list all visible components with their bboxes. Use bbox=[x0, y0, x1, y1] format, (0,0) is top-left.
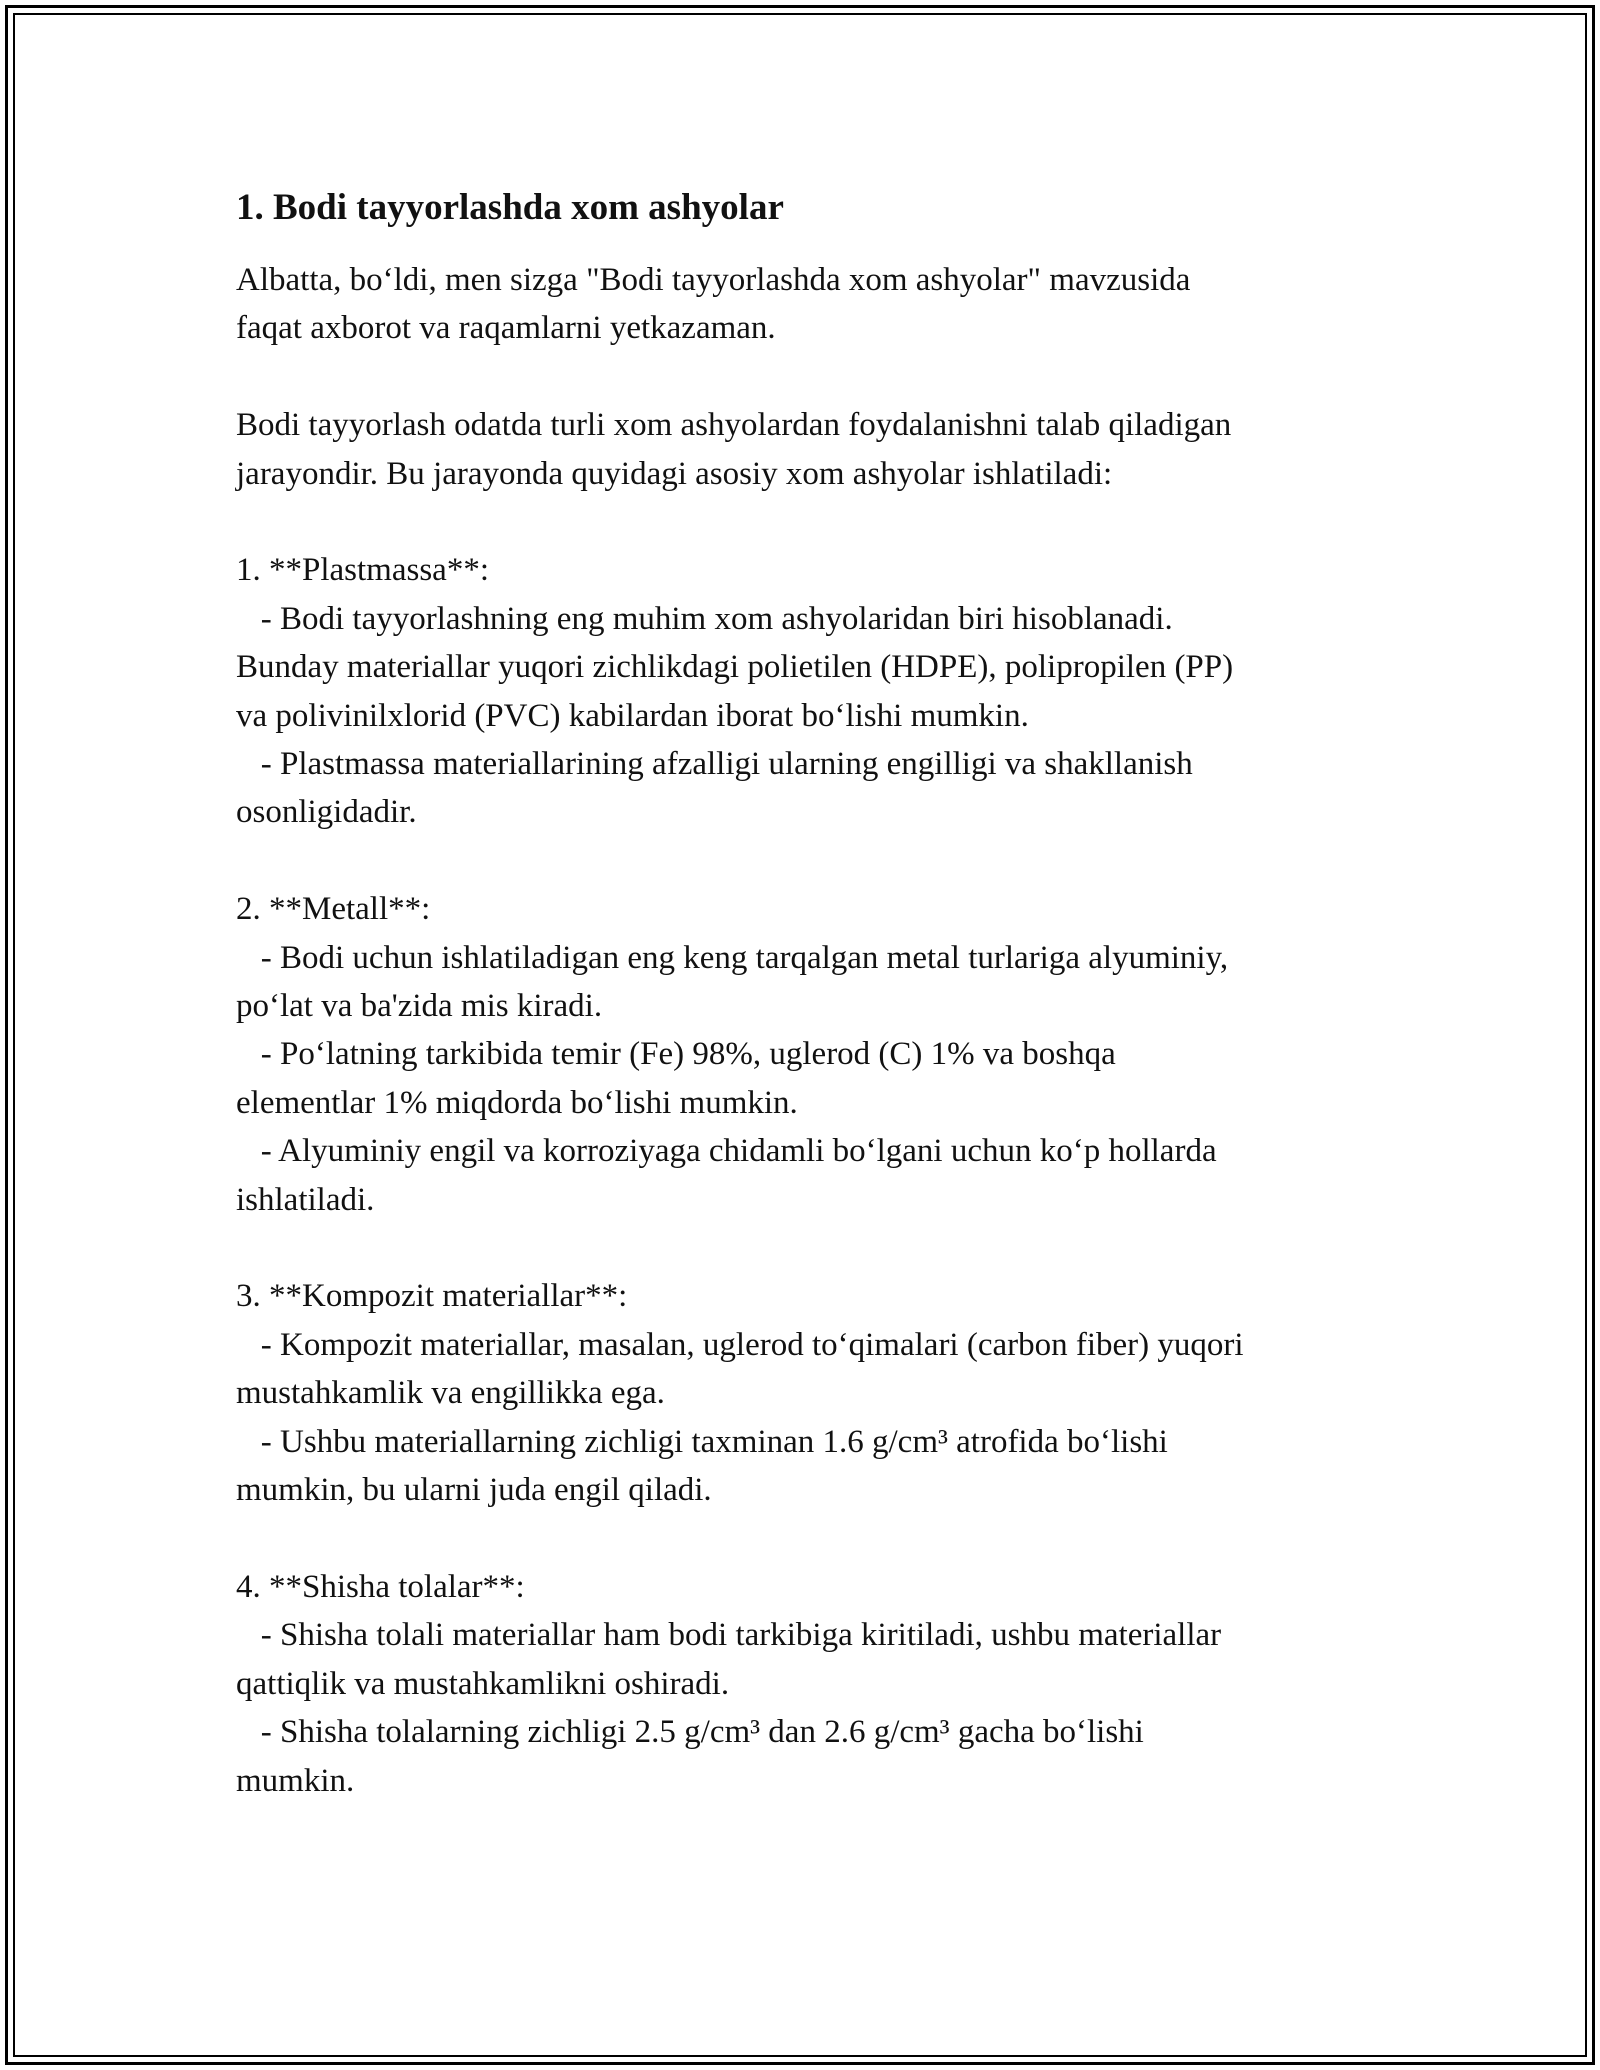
section-shisha-tolalar: 4. **Shisha tolalar**: - Shisha tolali materiallar ham bodi tarkibiga kiritiladi, ushbu materiallar qattiqlik va mustahkamlikni oshiradi. - Shisha tolalarning zichligi 2.5 g/cm³ dan 2.6 g/cm³ gacha bo‘lishi mumkin. bbox=[236, 1568, 1222, 1799]
section-metall: 2. **Metall**: - Bodi uchun ishlatiladigan eng keng tarqalgan metal turlariga alyuminiy, po‘lat va ba'zida mis kiradi. - Po‘latning tarkibida temir (Fe) 98%, uglerod (C) 1% va boshqa elementlar 1% miqdorda bo‘lishi mumkin. - Alyuminiy engil va korroziyaga chidamli bo‘lgani uchun ko‘p hollarda ishlatiladi. bbox=[236, 891, 1229, 1218]
paragraph-gap bbox=[236, 498, 1386, 546]
document-body bbox=[236, 186, 1386, 1805]
section-plastmassa: 1. **Plastmassa**: - Bodi tayyorlashning eng muhim xom ashyolaridan biri hisoblanadi. Bunday materiallar yuqori zichlikdagi polietilen (HDPE), polipropilen (PP) va polivinilxlorid (PVC) kabilardan iborat bo‘lishi mumkin. - Plastmassa materiallarining afzalligi ularning engilligi va shakllanish osonligidadir. bbox=[236, 552, 1234, 831]
paragraph-gap bbox=[236, 1515, 1386, 1563]
overview-paragraph: Bodi tayyorlash odatda turli xom ashyolardan foydalanishni talab qiladigan jarayondir. Bu jarayonda quyidagi asosiy xom ashyolar ishlatiladi: bbox=[236, 407, 1232, 492]
paragraph-gap bbox=[236, 837, 1386, 885]
paragraph-gap bbox=[236, 1224, 1386, 1272]
document-title: 1. Bodi tayyorlashda xom ashyolar bbox=[236, 187, 784, 228]
section-kompozit: 3. **Kompozit materiallar**: - Kompozit materiallar, masalan, uglerod to‘qimalari (carbon fiber) yuqori mustahkamlik va engillikka ega. - Ushbu materiallarning zichligi taxminan 1.6 g/cm³ atrofida bo‘lishi mumkin, bu ularni juda engil qiladi. bbox=[236, 1278, 1244, 1509]
paragraph-gap bbox=[236, 353, 1386, 401]
intro-paragraph: Albatta, bo‘ldi, men sizga "Bodi tayyorlashda xom ashyolar" mavzusida faqat axborot va raqamlarni yetkazaman. bbox=[236, 262, 1191, 347]
